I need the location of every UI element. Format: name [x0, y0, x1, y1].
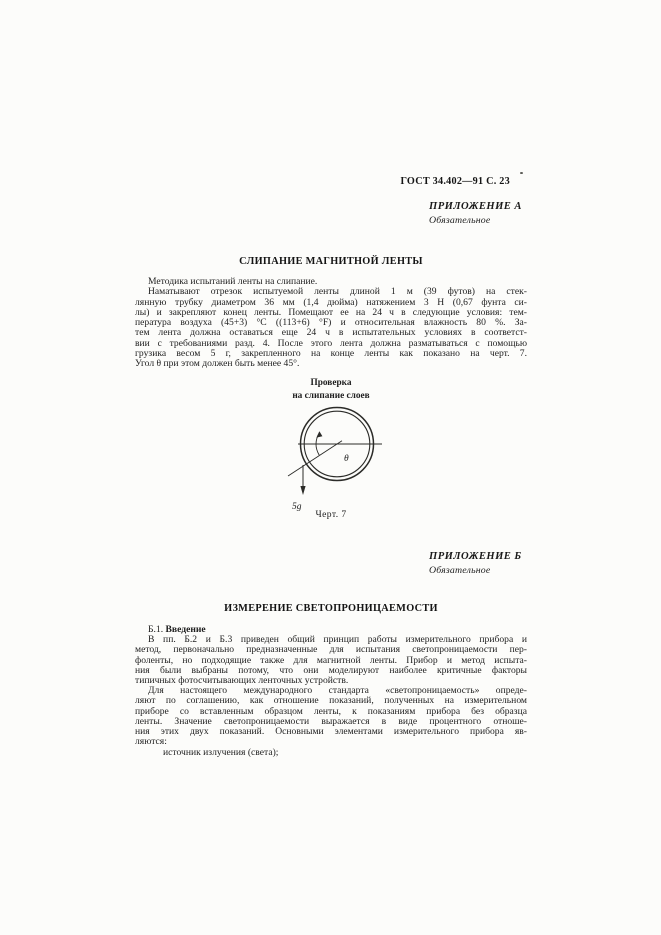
paragraph-line: типичных фотосчитывающих ленточных устройств.	[135, 675, 349, 687]
figure-caption-line1: Проверка	[310, 378, 352, 388]
appendix-a-label: ПРИЛОЖЕНИЕ А	[429, 201, 522, 212]
appendix-a-title: СЛИПАНИЕ МАГНИТНОЙ ЛЕНТЫ	[239, 256, 423, 267]
paragraph-line: фоленты, но подходящие также для магнитной ленты. Прибор и метод испыта-	[135, 654, 527, 666]
paragraph-line: Наматывают отрезок испытуемой ленты длиной 1 м (39 футов) на стек-	[148, 286, 527, 298]
gost-header: ГОСТ 34.402—91 С. 23	[400, 176, 510, 187]
list-item: источник излучения (света);	[163, 747, 279, 758]
paragraph-line: метод, первоначально предназначенные для испытания светопроницаемости пер-	[135, 644, 527, 656]
figure-number: Черт. 7	[315, 509, 347, 520]
paragraph-line: лы) и закрепляют конец ленты. Помещают ее на 24 ч в следующие условия: тем-	[135, 306, 527, 318]
appendix-a-label-block	[429, 201, 522, 226]
appendix-a-body	[135, 277, 527, 370]
paragraph-line: ляются:	[135, 736, 167, 748]
paragraph-line: лянную трубку диаметром 36 мм (1,4 дюйма) натяжением 3 Н (0,67 фунта си-	[135, 296, 527, 308]
appendix-b-label: ПРИЛОЖЕНИЕ Б	[429, 551, 522, 562]
paragraph-line: Для настоящего международного стандарта «светопроницаемость» опреде-	[148, 685, 527, 696]
appendix-a-subtitle: Обязательное	[429, 215, 491, 226]
appendix-b-label-block	[429, 551, 522, 576]
paragraph-line: пература воздуха (45+3) °С ((113+6) °F) и относительная влажность 80 %. За-	[135, 317, 527, 329]
scan-speck	[520, 172, 523, 174]
figure-caption-line2: на слипание слоев	[292, 391, 370, 401]
angle-arc-arrowhead	[316, 431, 322, 437]
tape-tension-line	[288, 441, 342, 476]
paragraph-line: ленты. Значение светопроницаемости выражается в виде процентного отноше-	[135, 715, 527, 727]
paragraph-line: тем лента должна оставаться еще 24 ч в испытательных условиях в соответст-	[135, 327, 527, 339]
paragraph-line: ляют по соглашению, как отношение показаний, полученных на измерительном	[135, 695, 527, 707]
paragraph-line: приборе со вставленным образцом ленты, к показаниям прибора без образца	[135, 705, 527, 717]
paragraph-line: грузика весом 5 г, закрепленного на конце ленты как показано на черт. 7.	[135, 348, 527, 360]
appendix-b-paragraph-2	[135, 686, 527, 748]
appendix-b-subtitle: Обязательное	[429, 565, 491, 576]
weight-arrow-head	[300, 486, 305, 495]
paragraph-line: Методика испытаний ленты на слипание.	[148, 276, 318, 287]
paragraph-line: Угол θ при этом должен быть менее 45°.	[135, 358, 300, 370]
section-number: Б.1.	[148, 624, 164, 635]
paragraph-line: вии с требованиями разд. 4. После этого лента должна разматываться с помощью	[135, 337, 527, 349]
section-title: Введение	[165, 624, 206, 635]
angle-label: θ	[344, 454, 349, 464]
paragraph-line: ния были выбраны потому, что они моделируют наиболее критичные факторы	[135, 664, 527, 676]
appendix-b-title: ИЗМЕРЕНИЕ СВЕТОПРОНИЦАЕМОСТИ	[224, 603, 438, 614]
paragraph-line: ния этих двух показаний. Основными элементами измерительного прибора яв-	[135, 726, 527, 738]
paragraph-line: В пп. Б.2 и Б.3 приведен общий принцип работы измерительного прибора и	[148, 634, 527, 645]
weight-label: 5g	[292, 502, 302, 512]
appendix-b-paragraph-1	[135, 635, 527, 686]
